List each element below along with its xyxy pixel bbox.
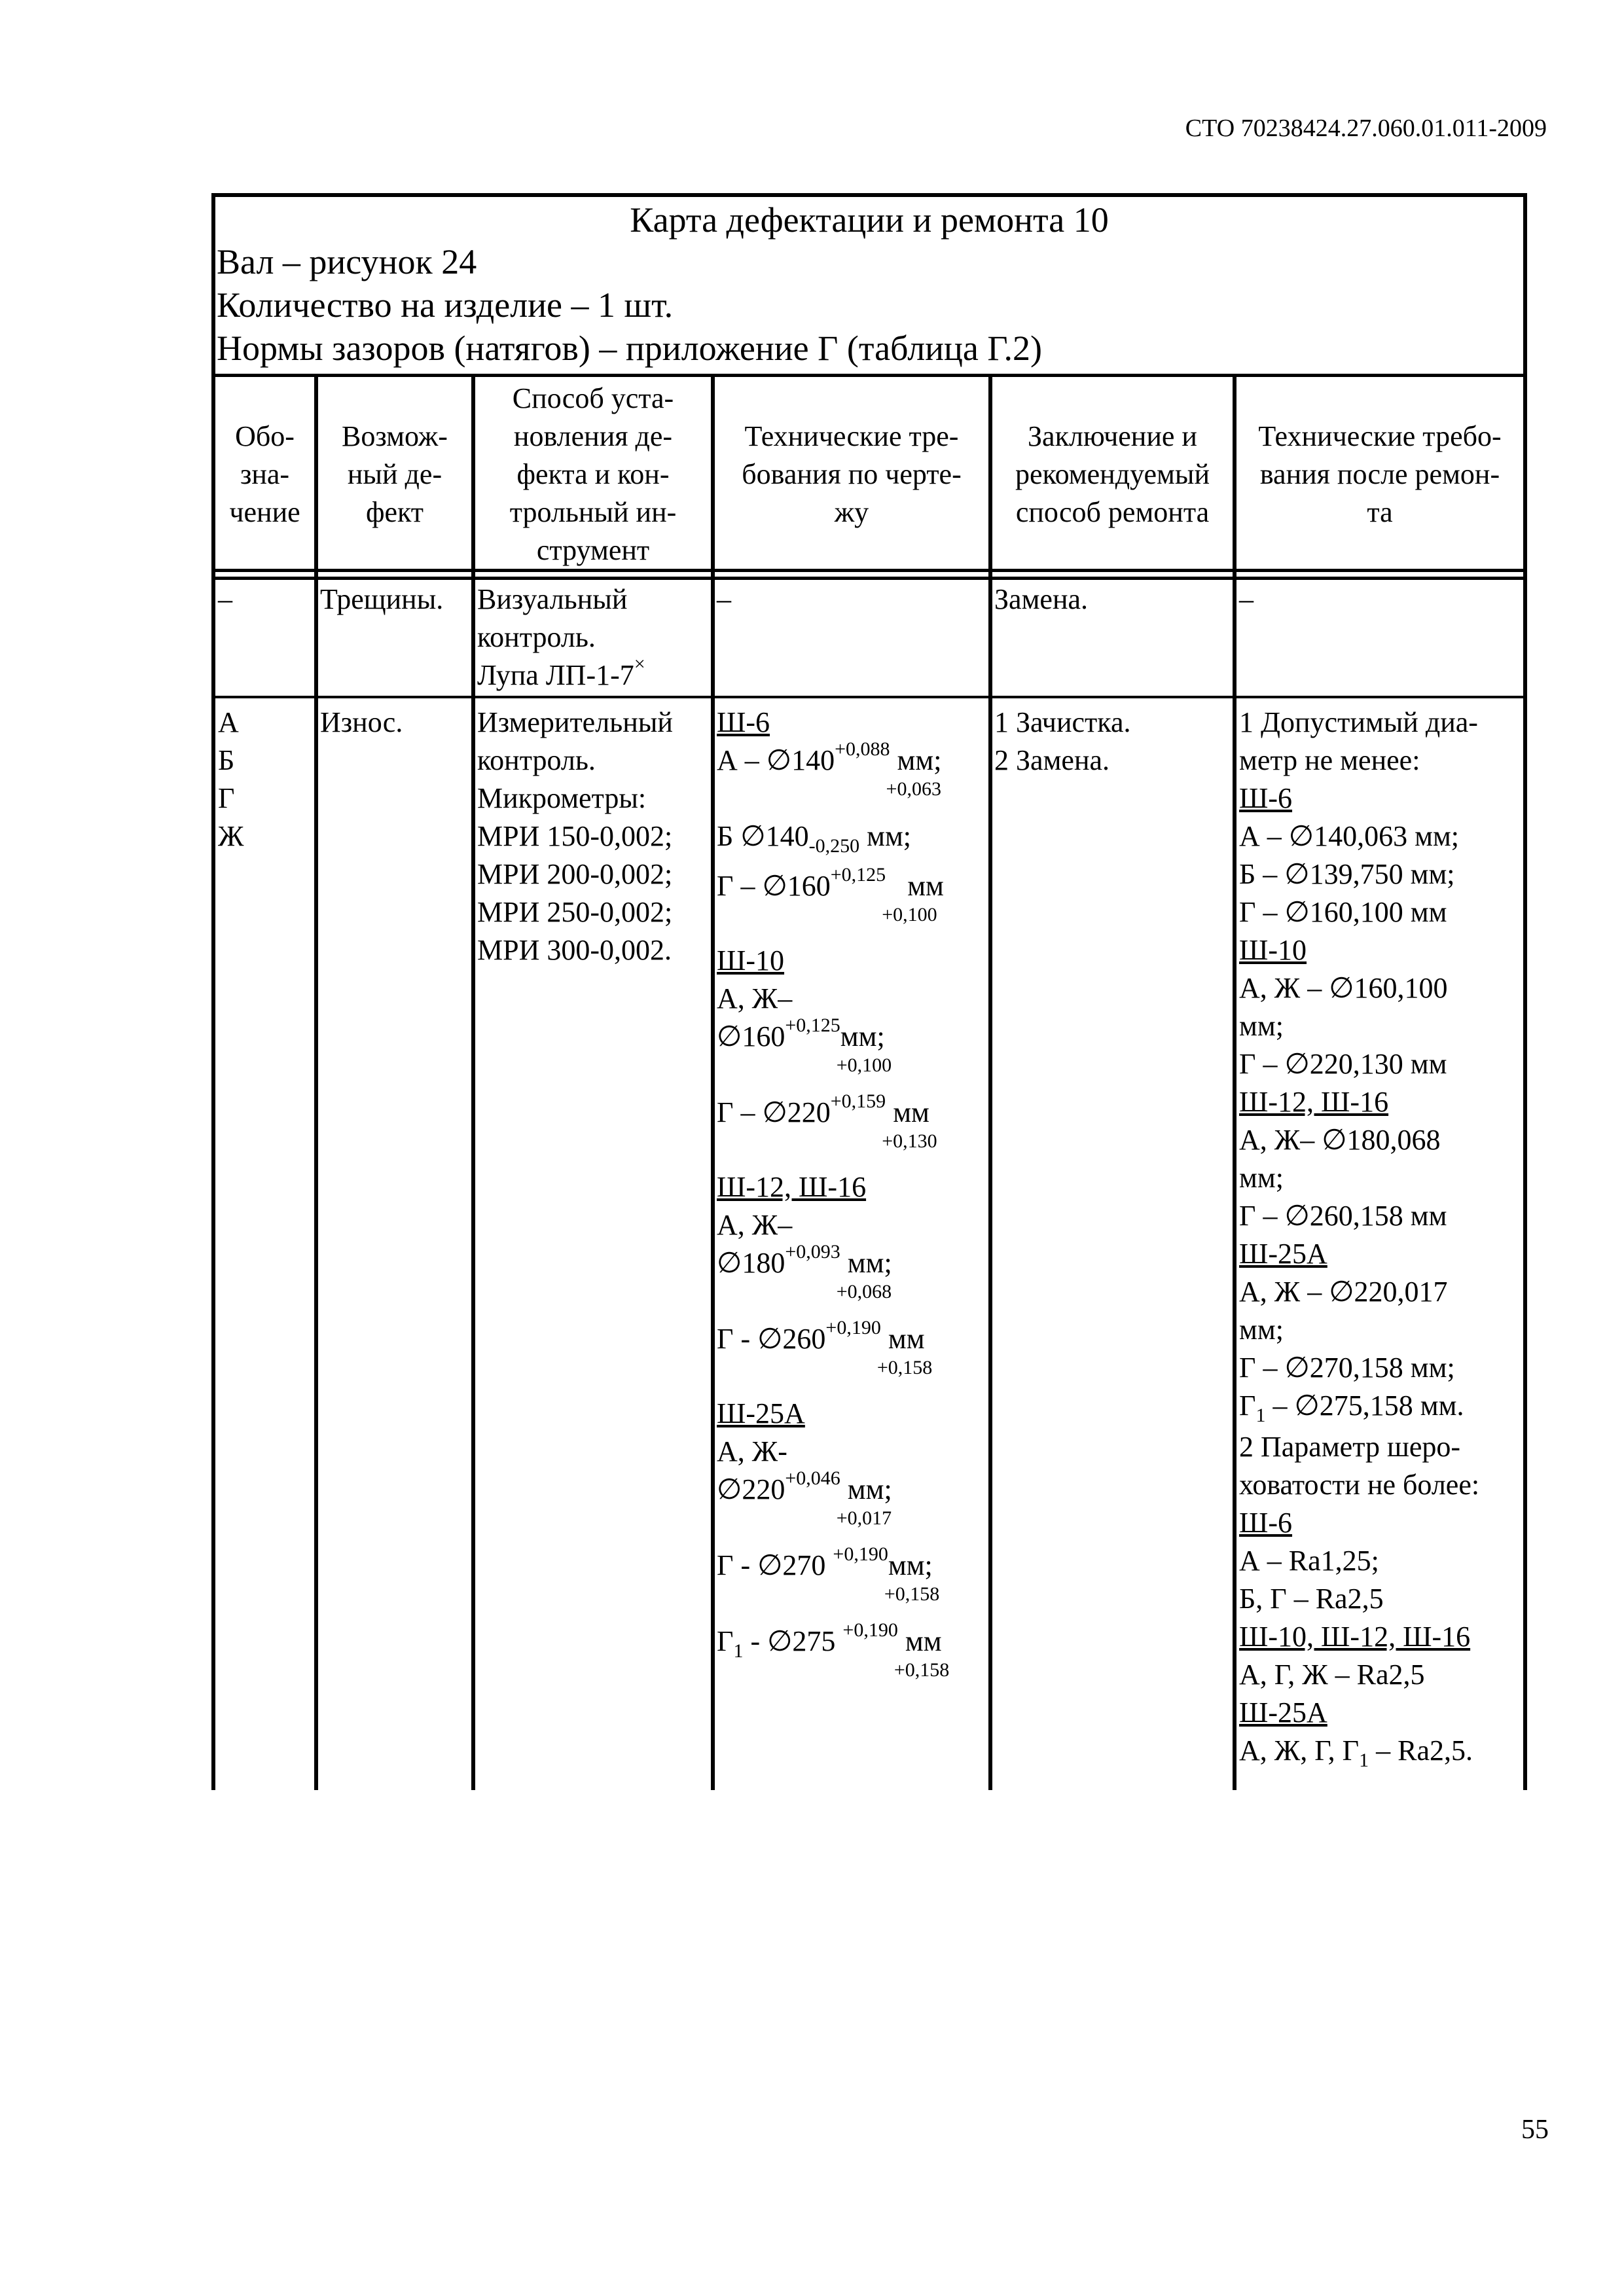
column-header-drawing-requirements: Технические тре- бования по черте- жу (742, 420, 962, 528)
column-header-method: Способ уста- новления де- фекта и кон- трольный ин- струмент (509, 382, 677, 566)
model-sh10-heading: Ш-10 (717, 944, 785, 977)
row2-designation: А Б Г Ж (218, 706, 244, 852)
row1-defect: Трещины. (320, 583, 444, 615)
table-border-top (211, 193, 1527, 197)
row2-conclusion: 1 Зачистка. 2 Замена. (994, 706, 1131, 776)
table-border-right-lower (1523, 374, 1527, 1790)
col-separator-1 (314, 374, 318, 1790)
row2-drawing-requirements: Ш-6 А – $\emptyset 140^{+0,088}$ +0,063 мм; Б $\emptyset 140_{-0,250}$ мм; Г – $\emptyset 160^{+0,125}$ +0,100 мм Ш-10 А, Ж– $\emptyset 160^{+0,125}$ +0,100 мм; Г – $\emptyset 220^{+0,159}$ +0,130 мм Ш-12, Ш-16 А, Ж– $\emptyset 180^{+0,093}$ +0,068 мм; Г - $\emptyset 260^{+0,190}$ +0,158 мм Ш-25А А, Ж- $\emptyset 220^{+0,046}$ +0,017 мм; Г - ∅270 $^{+0,190}$ +0,158 мм; $Г_1$ - ∅275 $^{+0,190}$ +0,158 мм (717, 704, 944, 1698)
row2-defect: Износ. (320, 706, 403, 738)
header-separator (211, 374, 1527, 377)
column-header-conclusion: Заключение и рекомендуемый способ ремонта (1015, 420, 1210, 528)
defect-card-table (211, 193, 1527, 1790)
model-sh6-heading: Ш-6 (717, 706, 770, 738)
model-sh12-heading: Ш-12, Ш-16 (717, 1171, 867, 1203)
card-title: Карта дефектации и ремонта 10 (630, 200, 1109, 240)
column-header-defect: Возмож- ный де- фект (342, 420, 448, 528)
page-number: 55 (1521, 2115, 1549, 2145)
model-sh25-heading: Ш-25А (717, 1397, 805, 1429)
column-header-designation: Обо- зна- чение (229, 420, 300, 528)
row1-designation: – (218, 583, 232, 615)
column-header-after-repair: Технические требо- вания после ремон- та (1258, 420, 1502, 528)
row2-method: Измерительный контроль. Микрометры: МРИ 150-0,002; МРИ 200-0,002; МРИ 250-0,002; МРИ 300-0,002. (477, 706, 673, 966)
document-code: СТО 70238424.27.060.01.011-2009 (1185, 115, 1547, 142)
col-separator-5 (1233, 374, 1236, 1790)
row1-after-repair: – (1239, 583, 1254, 615)
part-line: Вал – рисунок 24 (217, 242, 477, 281)
col-separator-2 (471, 374, 475, 1790)
clearance-norms-line: Нормы зазоров (натягов) – приложение Г (таблица Г.2) (217, 329, 1043, 368)
row-separator (211, 696, 1527, 698)
columns-double-line-2 (211, 577, 1527, 580)
col-separator-3 (711, 374, 715, 1790)
col-separator-4 (988, 374, 992, 1790)
row1-conclusion: Замена. (994, 583, 1089, 615)
row1-method: Визуальный контроль. Лупа ЛП-1-7× (477, 583, 645, 691)
row1-drawing: – (717, 583, 731, 615)
row2-after-repair: 1 Допустимый диа- метр не менее: Ш-6 А – ∅140,063 мм; Б – ∅139,750 мм; Г – ∅160,100 мм Ш-10 А, Ж – ∅160,100 мм; Г – ∅220,130 мм Ш-12, Ш-16 А, Ж– ∅180,068 мм; Г – ∅260,158 мм Ш-25А А, Ж – ∅220,017 мм; Г – ∅270,158 мм; $Г_1$ – ∅275,158 мм. 2 Параметр шеро- ховатости не более: Ш-6 А – Ra1,25; Б, Г – Ra2,5 Ш-10, Ш-12, Ш-16 А, Г, Ж – Ra2,5 Ш-25А А, Ж, Г, $Г_1 - Ra2,5$. (1239, 706, 1480, 1771)
quantity-line: Количество на изделие – 1 шт. (217, 285, 674, 325)
